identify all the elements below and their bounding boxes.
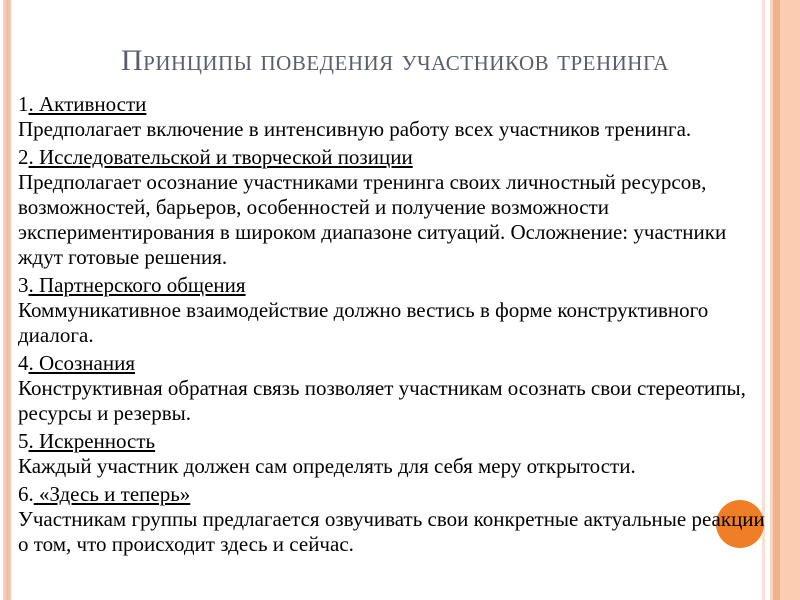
right-border-stripe-wide bbox=[780, 0, 800, 600]
principle-heading bbox=[18, 273, 775, 298]
principle-label: . Осознания bbox=[28, 351, 135, 375]
principle-label: . Активности bbox=[28, 92, 147, 116]
principle-heading bbox=[18, 482, 775, 507]
principle-body: Каждый участник должен сам определять для себя меру открытости. bbox=[18, 454, 636, 478]
principle-heading bbox=[18, 429, 775, 454]
principle-body: Коммуникативное взаимодействие должно вестись в форме конструктивного диалога. bbox=[18, 298, 709, 347]
principle-number: 5 bbox=[18, 429, 29, 453]
principle-item bbox=[18, 482, 775, 557]
principle-heading bbox=[18, 145, 775, 170]
principle-number: 1 bbox=[18, 92, 29, 116]
principle-item bbox=[18, 273, 775, 348]
principle-item bbox=[18, 351, 775, 426]
principle-label: «Здесь и теперь» bbox=[33, 482, 191, 506]
principle-label: . Искренность bbox=[28, 429, 156, 453]
principle-body: Предполагает включение в интенсивную работу всех участников тренинга. bbox=[18, 117, 692, 141]
principle-heading bbox=[18, 92, 775, 117]
slide-title: Принципы поведения участников тренинга bbox=[121, 44, 669, 77]
principle-heading bbox=[18, 351, 775, 376]
principle-item bbox=[18, 145, 775, 270]
slide-body bbox=[18, 92, 775, 560]
principle-number: 4 bbox=[18, 351, 29, 375]
principle-number: 6. bbox=[18, 482, 34, 506]
principle-number: 2 bbox=[18, 145, 29, 169]
principle-body: Участникам группы предлагается озвучивать свои конкретные актуальные реакции о том, что происходит здесь и сейчас. bbox=[18, 507, 765, 556]
principle-body: Предполагает осознание участниками тренинга своих личностный ресурсов, возможностей, барьеров, особенностей и получение возможности экспериментирования в широком диапазоне ситуаций. Осложнение: участники ждут готовые решения. bbox=[18, 170, 727, 269]
principle-label: . Исследовательской и творческой позиции bbox=[28, 145, 413, 169]
principle-label: . Партнерского общения bbox=[28, 273, 246, 297]
principle-body: Конструктивная обратная связь позволяет участникам осознать свои стереотипы, ресурсы и резервы. bbox=[18, 376, 746, 425]
left-border-stripe bbox=[3, 0, 11, 600]
principle-number: 3 bbox=[18, 273, 29, 297]
principle-item bbox=[18, 92, 775, 142]
principle-item bbox=[18, 429, 775, 479]
